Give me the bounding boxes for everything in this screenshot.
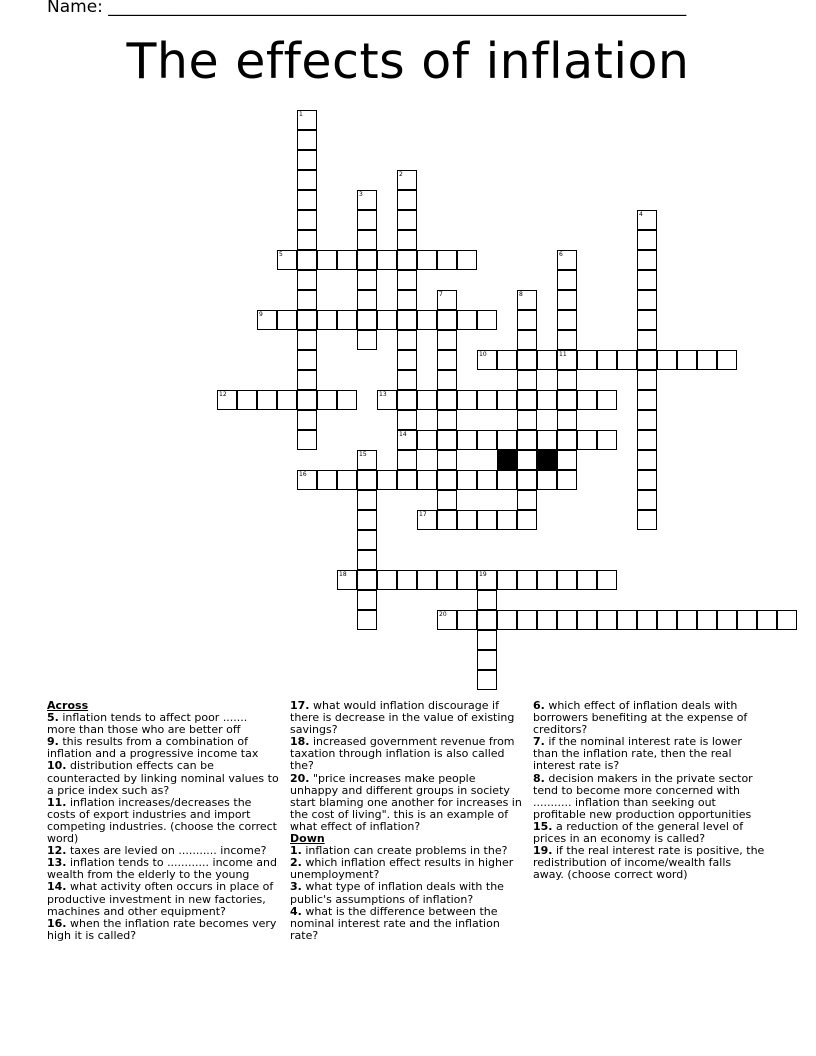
grid-cell[interactable] [317,390,337,410]
grid-cell[interactable] [317,310,337,330]
grid-cell[interactable] [457,510,477,530]
grid-cell[interactable] [297,310,317,330]
grid-cell[interactable] [357,490,377,510]
grid-cell[interactable] [397,210,417,230]
grid-cell[interactable] [677,610,697,630]
grid-cell[interactable] [437,610,457,630]
clue-number: 18 [339,571,347,578]
grid-cell[interactable] [397,350,417,370]
grid-cell[interactable] [397,310,417,330]
grid-cell[interactable] [597,430,617,450]
grid-cell[interactable] [397,330,417,350]
grid-cell[interactable] [377,390,397,410]
clue-number: 16 [299,471,307,478]
clue-num: 15. [533,819,553,833]
grid-cell[interactable] [277,390,297,410]
down-clue [533,821,765,845]
grid-cell[interactable] [557,370,577,390]
clue-text: distribution effects can be counteracted by linking nominal values to a price index such as? [47,759,279,797]
grid-cell[interactable] [637,410,657,430]
clue-num: 14. [47,880,67,894]
grid-cell[interactable] [397,570,417,590]
grid-cell[interactable] [297,110,317,130]
grid-cell[interactable] [357,310,377,330]
grid-cell[interactable] [557,330,577,350]
grid-cell[interactable] [517,610,537,630]
clues-column-3 [533,700,765,881]
clue-text: which effect of inflation deals with borrowers benefiting at the expense of creditors? [533,699,748,737]
grid-cell[interactable] [377,470,397,490]
grid-cell[interactable] [297,350,317,370]
grid-cell[interactable] [357,190,377,210]
clue-text: inflation tends to affect poor ....... more than those who are better off [47,711,248,737]
grid-cell[interactable] [357,230,377,250]
grid-cell[interactable] [297,270,317,290]
clue-number: 11 [559,351,567,358]
grid-cell[interactable] [557,270,577,290]
grid-cell[interactable] [717,350,737,370]
grid-cell[interactable] [557,430,577,450]
clue-num: 18. [290,735,310,749]
down-clue [290,906,522,942]
grid-cell[interactable] [477,510,497,530]
clue-text: a reduction of the general level of prices in an economy is called? [533,819,744,846]
grid-cell[interactable] [437,570,457,590]
grid-cell[interactable] [517,450,537,470]
grid-cell[interactable] [337,310,357,330]
grid-cell[interactable] [577,570,597,590]
across-clue [47,736,279,760]
grid-cell[interactable] [457,390,477,410]
grid-cell[interactable] [297,330,317,350]
grid-cell[interactable] [357,550,377,570]
grid-cell[interactable] [557,290,577,310]
grid-cell[interactable] [437,310,457,330]
name-label: Name: [47,0,109,17]
grid-cell[interactable] [337,570,357,590]
clue-text: when the inflation rate becomes very high it is called? [47,916,277,942]
grid-cell[interactable] [397,290,417,310]
grid-cell[interactable] [517,310,537,330]
grid-cell[interactable] [357,270,377,290]
clue-num: 19. [533,844,553,858]
grid-cell[interactable] [517,490,537,510]
clue-number: 2 [399,171,403,178]
grid-cell[interactable] [637,450,657,470]
grid-cell[interactable] [537,610,557,630]
grid-cell[interactable] [297,370,317,390]
grid-cell[interactable] [577,390,597,410]
grid-cell[interactable] [477,650,497,670]
grid-cell[interactable] [237,390,257,410]
grid-cell[interactable] [557,610,577,630]
grid-cell[interactable] [637,250,657,270]
grid-cell[interactable] [637,350,657,370]
clue-num: 1. [290,844,302,858]
grid-cell[interactable] [477,670,497,690]
across-clue [47,760,279,796]
grid-cell[interactable] [437,450,457,470]
clue-num: 16. [47,916,67,930]
grid-cell[interactable] [577,610,597,630]
clue-number: 7 [439,291,443,298]
grid-cell[interactable] [497,510,517,530]
grid-cell[interactable] [537,390,557,410]
grid-cell[interactable] [477,610,497,630]
grid-cell[interactable] [337,470,357,490]
grid-cell[interactable] [477,630,497,650]
across-clue [47,712,279,736]
grid-cell[interactable] [397,430,417,450]
clue-text: what activity often occurs in place of productive investment in new factories, machines and other equipment? [47,880,274,918]
grid-cell[interactable] [397,190,417,210]
grid-cell[interactable] [397,470,417,490]
grid-cell[interactable] [597,350,617,370]
grid-cell[interactable] [317,470,337,490]
grid-cell[interactable] [257,310,277,330]
grid-cell[interactable] [637,610,657,630]
grid-cell[interactable] [417,470,437,490]
clue-text: inflation can create problems in the? [301,844,508,858]
grid-cell[interactable] [377,310,397,330]
clue-number: 10 [479,351,487,358]
clue-number: 1 [299,111,303,118]
grid-cell[interactable] [297,130,317,150]
grid-cell[interactable] [697,350,717,370]
grid-cell[interactable] [437,430,457,450]
grid-cell[interactable] [297,430,317,450]
grid-cell[interactable] [357,610,377,630]
down-clue [290,881,522,905]
clue-text: this results from a combination of inflation and a progressive income tax [47,735,259,761]
grid-cell[interactable] [477,430,497,450]
grid-cell[interactable] [417,310,437,330]
grid-cell[interactable] [637,290,657,310]
clue-number: 6 [559,251,563,258]
grid-cell[interactable] [417,570,437,590]
grid-cell[interactable] [297,410,317,430]
grid-cell[interactable] [557,310,577,330]
black-square [537,450,557,470]
grid-cell[interactable] [357,330,377,350]
clue-num: 12. [47,844,67,858]
grid-cell[interactable] [297,150,317,170]
grid-cell[interactable] [557,470,577,490]
grid-cell[interactable] [537,470,557,490]
grid-cell[interactable] [477,590,497,610]
grid-cell[interactable] [337,250,357,270]
grid-cell[interactable] [497,470,517,490]
grid-cell[interactable] [577,350,597,370]
grid-cell[interactable] [297,210,317,230]
grid-cell[interactable] [397,370,417,390]
grid-cell[interactable] [537,570,557,590]
grid-cell[interactable] [557,390,577,410]
grid-cell[interactable] [357,510,377,530]
down-clue [533,845,765,881]
across-clue [47,918,279,942]
grid-cell[interactable] [597,610,617,630]
grid-cell[interactable] [297,390,317,410]
grid-cell[interactable] [517,510,537,530]
grid-cell[interactable] [517,410,537,430]
clue-num: 10. [47,759,67,773]
clue-text: increased government revenue from taxation through inflation is also called the? [290,735,515,773]
grid-cell[interactable] [517,290,537,310]
grid-cell[interactable] [477,350,497,370]
grid-cell[interactable] [397,390,417,410]
clue-text: decision makers in the private sector tend to become more concerned with ........... inflation than seeking out profitable new production opportunities [533,771,753,821]
grid-cell[interactable] [397,250,417,270]
grid-cell[interactable] [517,370,537,390]
grid-cell[interactable] [317,250,337,270]
clue-number: 4 [639,211,643,218]
grid-cell[interactable] [437,470,457,490]
grid-cell[interactable] [497,430,517,450]
grid-cell[interactable] [517,350,537,370]
clue-text: what would inflation discourage if there is decrease in the value of existing savings? [290,699,515,737]
grid-cell[interactable] [297,170,317,190]
grid-cell[interactable] [357,290,377,310]
clue-text: if the real interest rate is positive, the redistribution of income/wealth falls away. (choose correct word) [533,844,765,882]
grid-cell[interactable] [517,570,537,590]
grid-cell[interactable] [457,470,477,490]
clue-num: 6. [533,699,545,712]
grid-cell[interactable] [717,610,737,630]
grid-cell[interactable] [297,470,317,490]
grid-cell[interactable] [517,430,537,450]
grid-cell[interactable] [637,470,657,490]
clue-num: 7. [533,735,545,749]
grid-cell[interactable] [357,210,377,230]
page-title: The effects of inflation [126,33,690,90]
grid-cell[interactable] [577,430,597,450]
grid-cell[interactable] [397,450,417,470]
grid-cell[interactable] [617,350,637,370]
grid-cell[interactable] [377,250,397,270]
grid-cell[interactable] [477,390,497,410]
grid-cell[interactable] [637,490,657,510]
grid-cell[interactable] [217,390,237,410]
grid-cell[interactable] [417,430,437,450]
down-clue [533,736,765,772]
clue-number: 14 [399,431,407,438]
clue-number: 13 [379,391,387,398]
grid-cell[interactable] [657,610,677,630]
grid-cell[interactable] [297,190,317,210]
across-heading: Across [47,699,89,712]
grid-cell[interactable] [557,250,577,270]
clue-text: "price increases make people unhappy and different groups in society start blaming one another for increases in the cost of living". this is an example of what effect of inflation? [290,771,522,833]
grid-cell[interactable] [497,570,517,590]
clue-text: what is the difference between the nominal interest rate and the inflation rate? [290,904,500,942]
grid-cell[interactable] [757,610,777,630]
grid-cell[interactable] [497,350,517,370]
grid-cell[interactable] [437,490,457,510]
grid-cell[interactable] [617,610,637,630]
grid-cell[interactable] [257,390,277,410]
grid-cell[interactable] [677,350,697,370]
grid-cell[interactable] [477,570,497,590]
grid-cell[interactable] [337,390,357,410]
grid-cell[interactable] [557,570,577,590]
down-clue [533,773,765,821]
grid-cell[interactable] [637,230,657,250]
clues-column-2 [290,700,522,942]
grid-cell[interactable] [557,450,577,470]
grid-cell[interactable] [357,450,377,470]
grid-cell[interactable] [297,290,317,310]
grid-cell[interactable] [437,410,457,430]
grid-cell[interactable] [517,390,537,410]
clue-text: what type of inflation deals with the public's assumptions of inflation? [290,880,504,906]
grid-cell[interactable] [637,270,657,290]
across-clue [47,881,279,917]
clue-number: 20 [439,611,447,618]
grid-cell[interactable] [537,430,557,450]
grid-cell[interactable] [297,230,317,250]
grid-cell[interactable] [457,570,477,590]
grid-cell[interactable] [637,330,657,350]
clue-num: 5. [47,711,59,725]
clue-num: 3. [290,880,302,894]
grid-cell[interactable] [697,610,717,630]
clue-text: taxes are levied on ........... income? [66,844,267,858]
grid-cell[interactable] [297,250,317,270]
grid-cell[interactable] [437,390,457,410]
grid-cell[interactable] [457,250,477,270]
clue-text: inflation increases/decreases the costs of export industries and import competing industries. (choose the correct word) [47,795,277,846]
clue-num: 13. [47,856,67,870]
clue-number: 15 [359,451,367,458]
grid-cell[interactable] [397,410,417,430]
grid-cell[interactable] [637,370,657,390]
clue-number: 12 [219,391,227,398]
black-square [497,450,517,470]
down-clue [290,857,522,881]
grid-cell[interactable] [737,610,757,630]
clue-num: 11. [47,795,67,809]
grid-cell[interactable] [397,230,417,250]
grid-cell[interactable] [637,210,657,230]
clue-num: 9. [47,735,59,749]
clue-number: 5 [279,251,283,258]
clue-num: 17. [290,699,310,712]
grid-cell[interactable] [417,510,437,530]
grid-cell[interactable] [637,390,657,410]
grid-cell[interactable] [277,250,297,270]
grid-cell[interactable] [637,310,657,330]
clue-text: inflation tends to ............ income and wealth from the elderly to the young [47,856,277,882]
grid-cell[interactable] [557,410,577,430]
grid-cell[interactable] [517,330,537,350]
clue-number: 9 [259,311,263,318]
clue-number: 19 [479,571,487,578]
grid-cell[interactable] [437,370,457,390]
grid-cell[interactable] [557,350,577,370]
name-underline: ____________________________________________________________________ [108,0,687,17]
grid-cell[interactable] [357,250,377,270]
grid-cell[interactable] [357,530,377,550]
grid-cell[interactable] [357,570,377,590]
grid-cell[interactable] [437,350,457,370]
clue-number: 8 [519,291,523,298]
clue-num: 4. [290,904,302,918]
grid-cell[interactable] [497,610,517,630]
grid-cell[interactable] [517,470,537,490]
grid-cell[interactable] [637,510,657,530]
grid-cell[interactable] [437,330,457,350]
grid-cell[interactable] [777,610,797,630]
grid-cell[interactable] [277,310,297,330]
grid-cell[interactable] [437,250,457,270]
grid-cell[interactable] [597,390,617,410]
grid-cell[interactable] [417,390,437,410]
clue-num: 2. [290,856,302,870]
grid-cell[interactable] [497,390,517,410]
grid-cell[interactable] [477,310,497,330]
grid-cell[interactable] [417,250,437,270]
grid-cell[interactable] [637,430,657,450]
grid-cell[interactable] [477,470,497,490]
grid-cell[interactable] [597,570,617,590]
clues-column-1 [47,700,279,942]
clue-text: which inflation effect results in higher unemployment? [290,856,514,882]
grid-cell[interactable] [397,170,417,190]
across-clue [47,797,279,845]
grid-cell[interactable] [457,430,477,450]
grid-cell[interactable] [537,350,557,370]
grid-cell[interactable] [357,470,377,490]
grid-cell[interactable] [377,570,397,590]
down-heading: Down [290,832,325,846]
across-clue [290,700,522,736]
clue-num: 20. [290,771,310,785]
clue-num: 8. [533,771,545,785]
grid-cell[interactable] [437,510,457,530]
down-clue [533,700,765,736]
clue-number: 3 [359,191,363,198]
across-clue [47,857,279,881]
grid-cell[interactable] [397,270,417,290]
across-clue [290,773,522,833]
grid-cell[interactable] [657,350,677,370]
grid-cell[interactable] [437,290,457,310]
clue-number: 17 [419,511,427,518]
across-clue [290,736,522,772]
clue-text: if the nominal interest rate is lower than the inflation rate, then the real interest rate is? [533,735,742,773]
grid-cell[interactable] [457,610,477,630]
grid-cell[interactable] [457,310,477,330]
grid-cell[interactable] [357,590,377,610]
